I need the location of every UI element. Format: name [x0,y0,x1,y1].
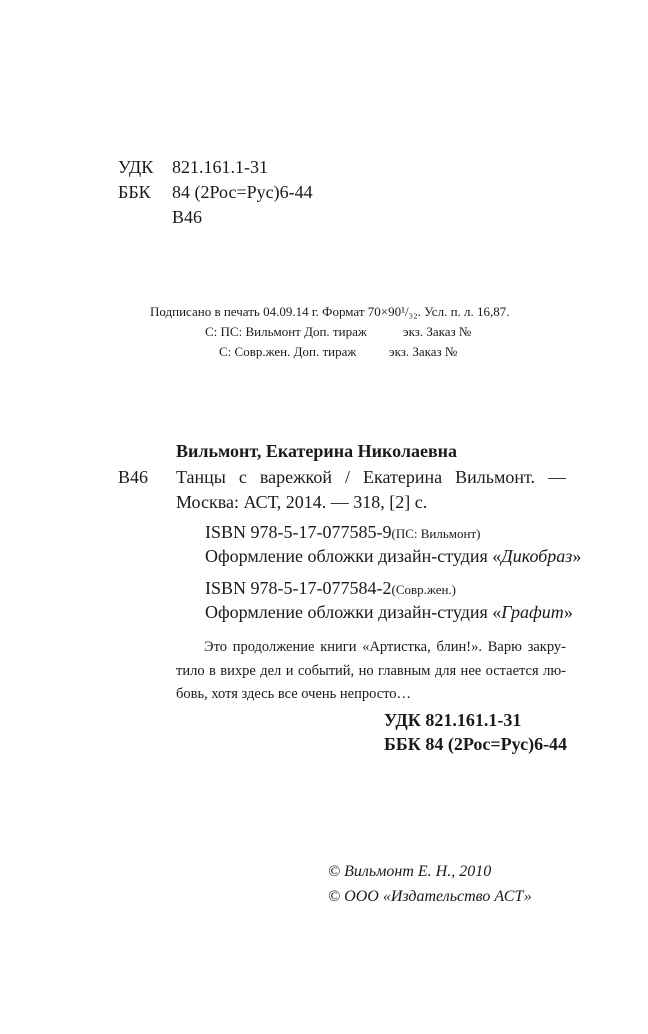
author-mark-top: В46 [172,207,203,227]
isbn-series-2: (Совр.жен.) [391,582,457,597]
bbk-bottom: ББК 84 (2Рос=Рус)6-44 [384,734,568,754]
bbk-label: ББК [118,182,151,202]
imprint-line-3-left: С: Совр.жен. Доп. тираж [219,344,357,359]
bib-author: Вильмонт, Екатерина Николаевна [176,441,458,461]
cover-design-2-prefix: Оформление обложки дизайн-студия « [205,602,502,622]
isbn-entry-1 [205,522,481,543]
isbn-entry-2 [205,578,456,599]
annotation-line-3: бовь, хотя здесь все очень непросто… [176,686,412,702]
imprint-line-2-right: экз. Заказ № [403,324,472,339]
bib-title-line-2: Москва: АСТ, 2014. — 318, [2] с. [176,492,428,512]
isbn-series-1: (ПС: Вильмонт) [391,526,481,541]
cover-design-2-suffix: » [563,602,573,622]
copyright-author: © Вильмонт Е. Н., 2010 [328,863,492,880]
cover-design-1-prefix: Оформление обложки дизайн-студия « [205,546,502,566]
copyright-publisher: © ООО «Издательство АСТ» [328,888,532,905]
cover-design-2 [205,602,573,623]
annotation-line-1: Это продолжение книги «Артистка, блин!». Варю закру- [204,639,566,655]
bib-title-line-1: Танцы с варежкой / Екатерина Вильмонт. — [176,467,566,487]
annotation [176,636,566,707]
imprint-line-1: Подписано в печать 04.09.14 г. Формат 70×90¹/₃₂. Усл. п. л. 16,87. [150,304,510,319]
isbn-number-1: ISBN 978-5-17-077585-9 [205,522,392,542]
cover-design-2-studio: Графит [501,602,564,622]
cover-design-1 [205,546,581,567]
udk-bottom: УДК 821.161.1-31 [384,710,522,730]
bib-title-block [176,467,566,488]
cover-design-1-studio: Дикобраз [501,546,573,566]
imprint-line-3-right: экз. Заказ № [389,344,458,359]
bib-mark: В46 [118,467,149,487]
isbn-number-2: ISBN 978-5-17-077584-2 [205,578,392,598]
imprint-line-2-left: С: ПС: Вильмонт Доп. тираж [205,324,367,339]
annotation-line-2: тило в вихре дел и событий, но главным для нее остается лю- [176,662,566,679]
udk-value: 821.161.1-31 [172,157,268,177]
cover-design-1-suffix: » [572,546,582,566]
udk-label: УДК [118,157,154,177]
bbk-value: 84 (2Рос=Рус)6-44 [172,182,313,202]
